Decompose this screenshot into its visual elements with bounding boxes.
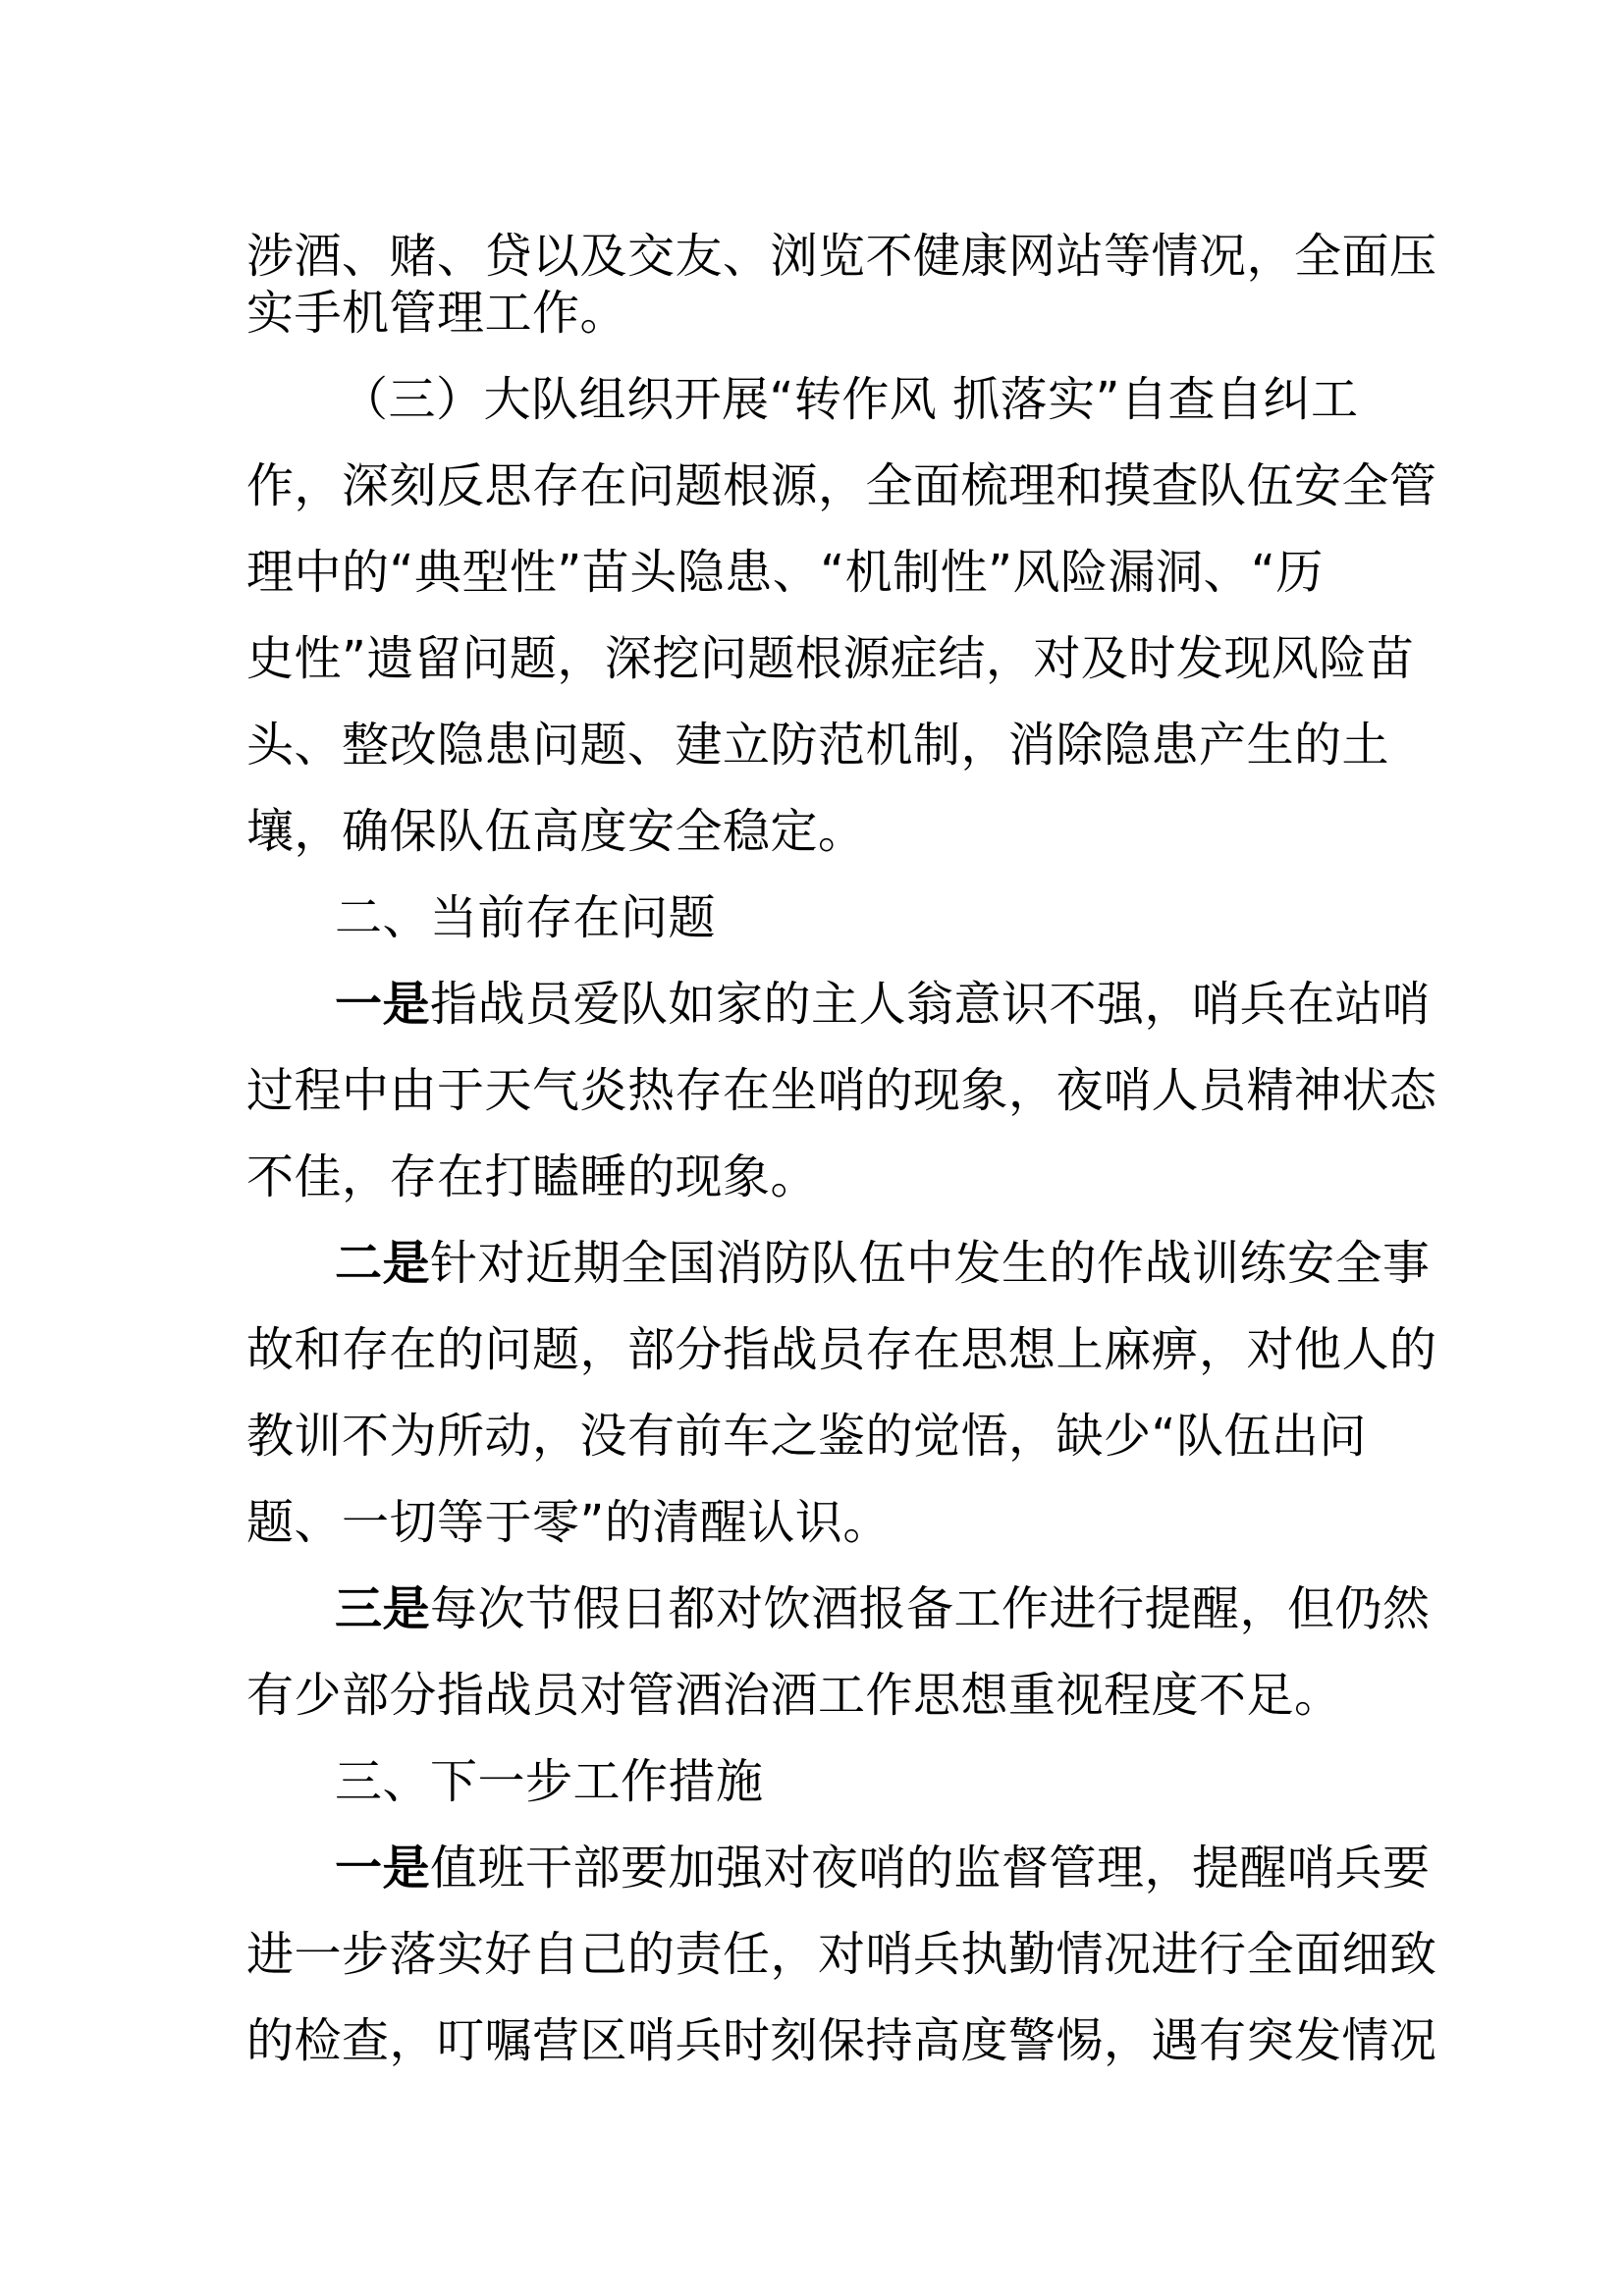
body-line: 有少部分指战员对管酒治酒工作思想重视程度不足。 xyxy=(246,1668,1342,1723)
section-heading-measures: 三、下一步工作措施 xyxy=(335,1754,764,1809)
measure-1-label: 一是 xyxy=(335,1841,431,1896)
body-line: 史性”遗留问题，深挖问题根源症结，对及时发现风险苗 xyxy=(246,631,1415,686)
body-line: 教训不为所动，没有前车之鉴的觉悟，缺少“队伍出问 xyxy=(246,1409,1367,1464)
section-heading-problems: 二、当前存在问题 xyxy=(335,890,717,945)
problem-3-label: 三是 xyxy=(335,1581,431,1636)
body-line: 理中的“典型性”苗头隐患、“机制性”风险漏洞、“历 xyxy=(246,545,1324,600)
body-line: 壤，确保队伍高度安全稳定。 xyxy=(246,804,866,859)
problem-2-line xyxy=(246,1235,1431,1292)
measure-1-line xyxy=(246,1840,1431,1896)
body-line: 题、一切等于零”的清醒认识。 xyxy=(246,1495,891,1550)
body-line: 头、整改隐患问题、建立防范机制，消除隐患产生的土 xyxy=(246,718,1390,773)
problem-1-line xyxy=(246,976,1431,1033)
body-line: 过程中由于天气炎热存在坐哨的现象，夜哨人员精神状态 xyxy=(246,1063,1437,1118)
section-3-paragraph-line: （三）大队组织开展“转作风 抓落实”自查自纠工 xyxy=(341,372,1359,427)
problem-1-label: 一是 xyxy=(335,977,431,1032)
body-line: 实手机管理工作。 xyxy=(246,286,628,341)
body-line: 不佳，存在打瞌睡的现象。 xyxy=(246,1149,819,1204)
document-body xyxy=(246,228,1437,2069)
problem-3-text: 每次节假日都对饮酒报备工作进行提醒，但仍然 xyxy=(430,1581,1431,1636)
measure-1-text: 值班干部要加强对夜哨的监督管理，提醒哨兵要 xyxy=(430,1841,1431,1896)
body-line: 作，深刻反思存在问题根源，全面梳理和摸查队伍安全管 xyxy=(246,458,1437,513)
body-line: 故和存在的问题，部分指战员存在思想上麻痹，对他人的 xyxy=(246,1322,1437,1377)
problem-2-text: 针对近期全国消防队伍中发生的作战训练安全事 xyxy=(430,1236,1431,1291)
body-line: 的检查，叮嘱营区哨兵时刻保持高度警惕，遇有突发情况 xyxy=(246,2013,1437,2068)
body-line: 涉酒、赌、贷以及交友、浏览不健康网站等情况，全面压 xyxy=(246,229,1437,284)
problem-1-text: 指战员爱队如家的主人翁意识不强，哨兵在站哨 xyxy=(430,977,1431,1032)
body-line: 进一步落实好自己的责任，对哨兵执勤情况进行全面细致 xyxy=(246,1927,1437,1982)
problem-3-line xyxy=(246,1580,1431,1637)
problem-2-label: 二是 xyxy=(335,1236,431,1291)
